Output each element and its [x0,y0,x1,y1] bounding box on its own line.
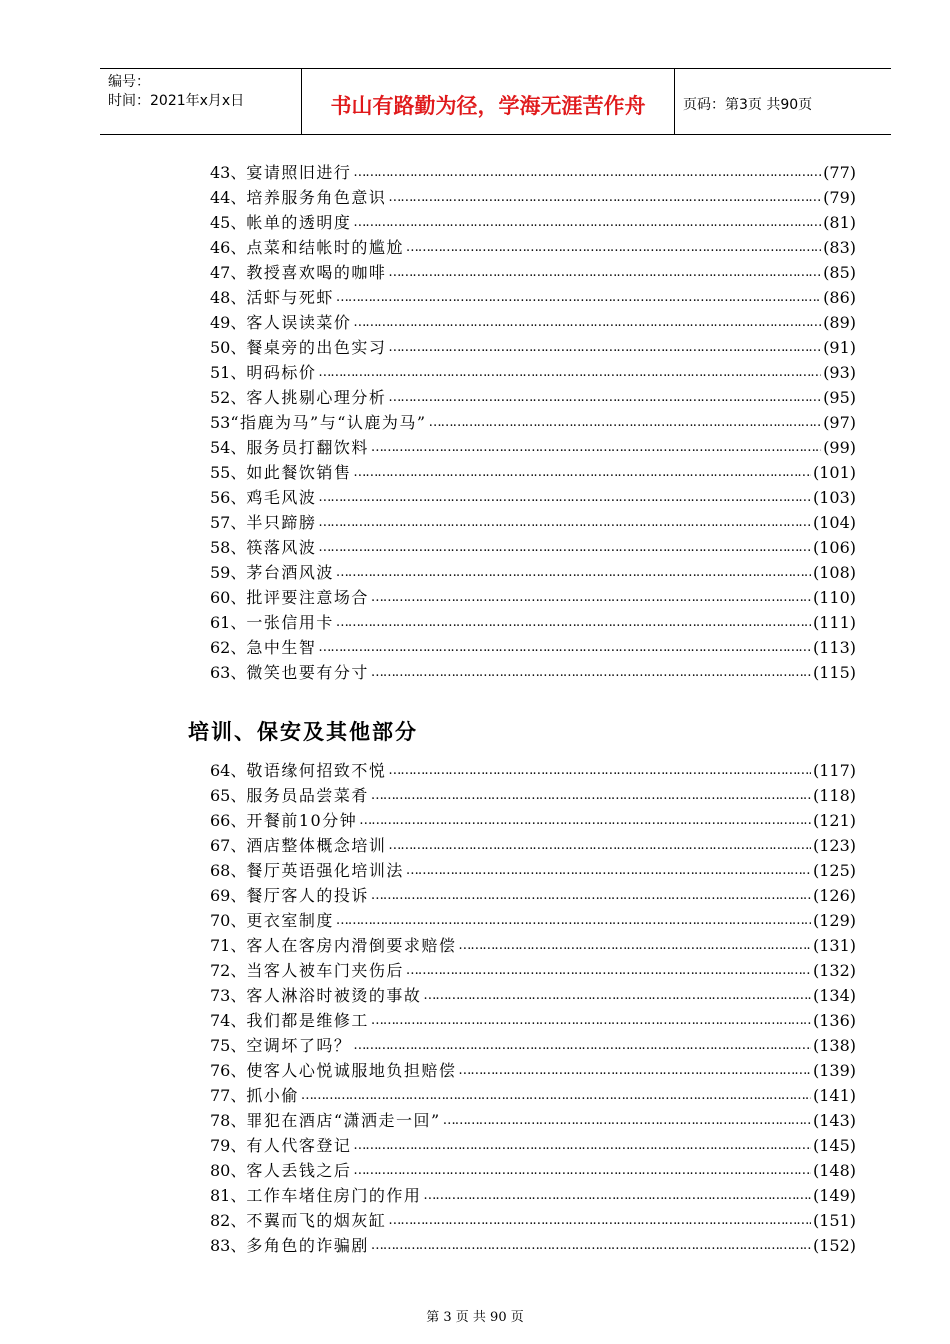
toc-entry-number: 67、 [210,836,247,855]
toc-entry-title: 点菜和结帐时的尴尬 [246,238,404,257]
page-footer: 第 3 页 共 90 页 [426,1310,524,1325]
toc-dot-leader [388,758,811,783]
toc-entry-number: 78、 [210,1111,247,1130]
toc-entry-title: 服务员打翻饮料 [246,438,369,457]
toc-entry-title: 服务员品尝菜肴 [246,786,369,805]
toc-entry[interactable] [210,1083,856,1108]
toc-dot-leader [388,1208,811,1233]
toc-entry[interactable] [210,260,856,285]
toc-entry-number: 45、 [210,213,247,232]
toc-entry-page: (85) [823,263,856,282]
toc-entry-title: 茅台酒风波 [246,563,334,582]
toc-entry[interactable] [210,883,856,908]
toc-entry-number: 51、 [210,363,247,382]
toc-entry-title: 宴请照旧进行 [246,163,352,182]
toc-entry-title: 当客人被车门夹伤后 [246,961,404,980]
toc-dot-leader [318,485,811,510]
toc-entry-number: 47、 [210,263,247,282]
toc-entry-title: 多角色的诈骗剧 [246,1236,369,1255]
toc-entry[interactable] [210,160,856,185]
toc-entry-number: 55、 [210,463,247,482]
toc-dot-leader [353,160,821,185]
toc-entry[interactable] [210,660,856,685]
toc-dot-leader [353,1033,811,1058]
toc-entry-number: 65、 [210,786,247,805]
toc-dot-leader [388,385,821,410]
toc-entry-title: 客人丢钱之后 [246,1161,352,1180]
toc-entry-number: 83、 [210,1236,247,1255]
toc-entry[interactable] [210,808,856,833]
toc-dot-leader [371,660,811,685]
toc-entry-page: (126) [812,886,856,905]
toc-entry-title: 教授喜欢喝的咖啡 [246,263,387,282]
toc-dot-leader [371,883,811,908]
toc-entry-page: (136) [812,1011,856,1030]
toc-entry-title: 抓小偷 [246,1086,299,1105]
toc-entry-number: 56、 [210,488,247,507]
toc-entry[interactable] [210,210,856,235]
toc-entry-page: (151) [812,1211,856,1230]
toc-entry[interactable] [210,235,856,260]
toc-entry-page: (108) [812,563,856,582]
toc-dot-leader [388,833,811,858]
toc-entry[interactable] [210,285,856,310]
toc-entry[interactable] [210,360,856,385]
toc-dot-leader [388,185,821,210]
toc-entry-number: 79、 [210,1136,247,1155]
toc-entry[interactable] [210,310,856,335]
toc-entry-page: (121) [812,811,856,830]
toc-entry-title: 我们都是维修工 [246,1011,369,1030]
toc-entry[interactable] [210,1158,856,1183]
toc-entry-title: 客人在客房内滑倒要求赔偿 [246,936,457,955]
toc-entry-page: (148) [812,1161,856,1180]
toc-entry-number: 44、 [210,188,247,207]
header-meta [100,69,302,134]
toc-entry-number: 73、 [210,986,247,1005]
toc-entry-page: (141) [812,1086,856,1105]
toc-entry-number: 52、 [210,388,247,407]
toc-entry[interactable] [210,758,856,783]
toc-entry-page: (123) [812,836,856,855]
toc-entry[interactable] [210,833,856,858]
toc-entry[interactable] [210,585,856,610]
toc-entry-title: 酒店整体概念培训 [246,836,387,855]
toc-entry-page: (115) [812,663,856,682]
toc-entry-title: 筷落风波 [246,538,317,557]
toc-entry-title: 微笑也要有分寸 [246,663,369,682]
toc-entry-title: 罪犯在酒店“潇洒走一回” [246,1111,441,1130]
toc-entry-number: 68、 [210,861,247,880]
toc-entry[interactable] [210,783,856,808]
toc-entry-page: (104) [812,513,856,532]
toc-entry-title: 一张信用卡 [246,613,334,632]
toc-dot-leader [353,1158,811,1183]
time-label: 时间：2021年x月x日 [108,93,245,109]
toc-entry[interactable] [210,983,856,1008]
toc-entry[interactable] [210,1058,856,1083]
toc-dot-leader [353,310,821,335]
toc-dot-leader [318,360,821,385]
toc-dot-leader [423,1183,811,1208]
toc-entry-number: 74、 [210,1011,247,1030]
toc-entry-number: 58、 [210,538,247,557]
toc-dot-leader [353,460,811,485]
toc-entry-page: (129) [812,911,856,930]
toc-entry-page: (138) [812,1036,856,1055]
toc-entry-number: 50、 [210,338,247,357]
toc-entry-title: 空调坏了吗？ [246,1036,352,1055]
toc-entry-number: 76、 [210,1061,247,1080]
toc-entry-number: 43、 [210,163,247,182]
toc-entry-number: 70、 [210,911,247,930]
toc-entry[interactable] [210,460,856,485]
toc-entry-page: (113) [812,638,856,657]
toc-entry-number: 66、 [210,811,247,830]
toc-dot-leader [336,610,811,635]
toc-entry-number: 53 [210,413,231,432]
toc-entry[interactable] [210,185,856,210]
toc-entry-title: 批评要注意场合 [246,588,369,607]
toc-entry-page: (118) [812,786,856,805]
toc-entry-page: (152) [812,1236,856,1255]
toc-entry-page: (131) [812,936,856,955]
toc-entry[interactable] [210,435,856,460]
toc-entry[interactable] [210,1208,856,1233]
toc-dot-leader [406,235,821,260]
toc-dot-leader [353,1133,811,1158]
header-page-code: 页码：第3页 共90页 [683,96,813,113]
toc-entry-page: (79) [823,188,856,207]
header-motto: 书山有路勤为径，学海无涯苦作舟 [302,69,675,134]
toc-dot-leader [353,210,821,235]
toc-entry-page: (91) [823,338,856,357]
toc-dot-leader [301,1083,811,1108]
toc-entry[interactable] [210,908,856,933]
toc-dot-leader [458,1058,811,1083]
toc-entry-number: 64、 [210,761,247,780]
toc-entry-title: 急中生智 [246,638,317,657]
toc-entry[interactable] [210,1133,856,1158]
toc-entry-title: 开餐前10分钟 [246,811,358,830]
toc-entry-title: 餐厅客人的投诉 [246,886,369,905]
toc-entry[interactable] [210,1233,856,1258]
toc-entry[interactable] [210,933,856,958]
toc-entry-number: 48、 [210,288,247,307]
toc-entry[interactable] [210,1033,856,1058]
toc-entry-title: 敬语缘何招致不悦 [246,761,387,780]
toc-entry-title: 工作车堵住房门的作用 [246,1186,422,1205]
toc-entry-title: 培养服务角色意识 [246,188,387,207]
toc-entry-title: 有人代客登记 [246,1136,352,1155]
toc-entry-page: (117) [812,761,856,780]
toc-entry-number: 59、 [210,563,247,582]
section-heading: 培训、保安及其他部分 [188,719,418,744]
toc-dot-leader [359,808,811,833]
toc-entry-page: (143) [812,1111,856,1130]
toc-entry-number: 62、 [210,638,247,657]
toc-list-part1 [210,160,856,685]
toc-entry-title: 更衣室制度 [246,911,334,930]
toc-dot-leader [336,285,821,310]
toc-entry-page: (110) [812,588,856,607]
toc-entry[interactable] [210,858,856,883]
toc-entry-title: 餐桌旁的出色实习 [246,338,387,357]
toc-dot-leader [423,983,811,1008]
toc-dot-leader [318,510,811,535]
toc-entry-page: (139) [812,1061,856,1080]
toc-entry[interactable] [210,335,856,360]
toc-dot-leader [371,435,821,460]
toc-dot-leader [388,335,821,360]
toc-dot-leader [371,1233,811,1258]
toc-entry[interactable] [210,1108,856,1133]
toc-entry-page: (145) [812,1136,856,1155]
toc-dot-leader [406,858,811,883]
toc-entry[interactable] [210,560,856,585]
toc-entry-number: 71、 [210,936,247,955]
toc-entry-title: 使客人心悦诚服地负担赔偿 [246,1061,457,1080]
toc-entry[interactable] [210,410,856,435]
toc-entry-page: (149) [812,1186,856,1205]
toc-entry-page: (95) [823,388,856,407]
toc-entry-page: (103) [812,488,856,507]
toc-entry-number: 82、 [210,1211,247,1230]
toc-dot-leader [388,260,821,285]
toc-entry-page: (77) [823,163,856,182]
toc-entry-number: 69、 [210,886,247,905]
toc-entry[interactable] [210,958,856,983]
toc-entry[interactable] [210,485,856,510]
toc-dot-leader [371,585,811,610]
toc-entry-title: 客人误读菜价 [246,313,352,332]
toc-entry-page: (106) [812,538,856,557]
toc-entry-number: 77、 [210,1086,247,1105]
toc-dot-leader [318,535,811,560]
toc-entry[interactable] [210,510,856,535]
toc-entry-number: 72、 [210,961,247,980]
toc-entry-title: 明码标价 [246,363,317,382]
toc-entry-title: 活虾与死虾 [246,288,334,307]
toc-entry-number: 75、 [210,1036,247,1055]
toc-entry-number: 60、 [210,588,247,607]
toc-entry-number: 63、 [210,663,247,682]
toc-entry-number: 49、 [210,313,247,332]
toc-entry-page: (125) [812,861,856,880]
toc-dot-leader [429,410,822,435]
toc-entry-page: (97) [823,413,856,432]
toc-entry-number: 54、 [210,438,247,457]
toc-entry-page: (134) [812,986,856,1005]
toc-entry[interactable] [210,535,856,560]
page-header [100,68,891,135]
toc-dot-leader [458,933,811,958]
toc-entry[interactable] [210,610,856,635]
toc-entry-number: 81、 [210,1186,247,1205]
toc-dot-leader [336,908,811,933]
toc-entry-title: 客人挑剔心理分析 [246,388,387,407]
toc-entry-title: 帐单的透明度 [246,213,352,232]
toc-dot-leader [318,635,811,660]
toc-entry-page: (99) [823,438,856,457]
toc-entry-page: (83) [823,238,856,257]
toc-entry-page: (101) [812,463,856,482]
toc-entry-page: (86) [823,288,856,307]
toc-entry[interactable] [210,1183,856,1208]
toc-dot-leader [336,560,811,585]
toc-list-part2 [210,758,856,1258]
toc-dot-leader [371,1008,811,1033]
toc-entry[interactable] [210,635,856,660]
toc-entry-title: 如此餐饮销售 [246,463,352,482]
toc-dot-leader [443,1108,811,1133]
toc-entry-number: 61、 [210,613,247,632]
toc-entry-title: 客人淋浴时被烫的事故 [246,986,422,1005]
toc-entry-number: 80、 [210,1161,247,1180]
toc-entry-title: “指鹿为马”与“认鹿为马” [230,413,427,432]
toc-entry-page: (89) [823,313,856,332]
toc-entry-page: (132) [812,961,856,980]
toc-dot-leader [406,958,811,983]
toc-entry-title: 餐厅英语强化培训法 [246,861,404,880]
toc-entry[interactable] [210,1008,856,1033]
toc-entry-title: 半只蹄膀 [246,513,317,532]
toc-dot-leader [371,783,811,808]
toc-entry-title: 鸡毛风波 [246,488,317,507]
toc-entry-number: 57、 [210,513,247,532]
toc-entry-page: (93) [823,363,856,382]
toc-entry-page: (81) [823,213,856,232]
serial-label: 编号： [108,74,150,90]
toc-entry-title: 不翼而飞的烟灰缸 [246,1211,387,1230]
toc-entry-page: (111) [812,613,856,632]
toc-entry[interactable] [210,385,856,410]
toc-entry-number: 46、 [210,238,247,257]
